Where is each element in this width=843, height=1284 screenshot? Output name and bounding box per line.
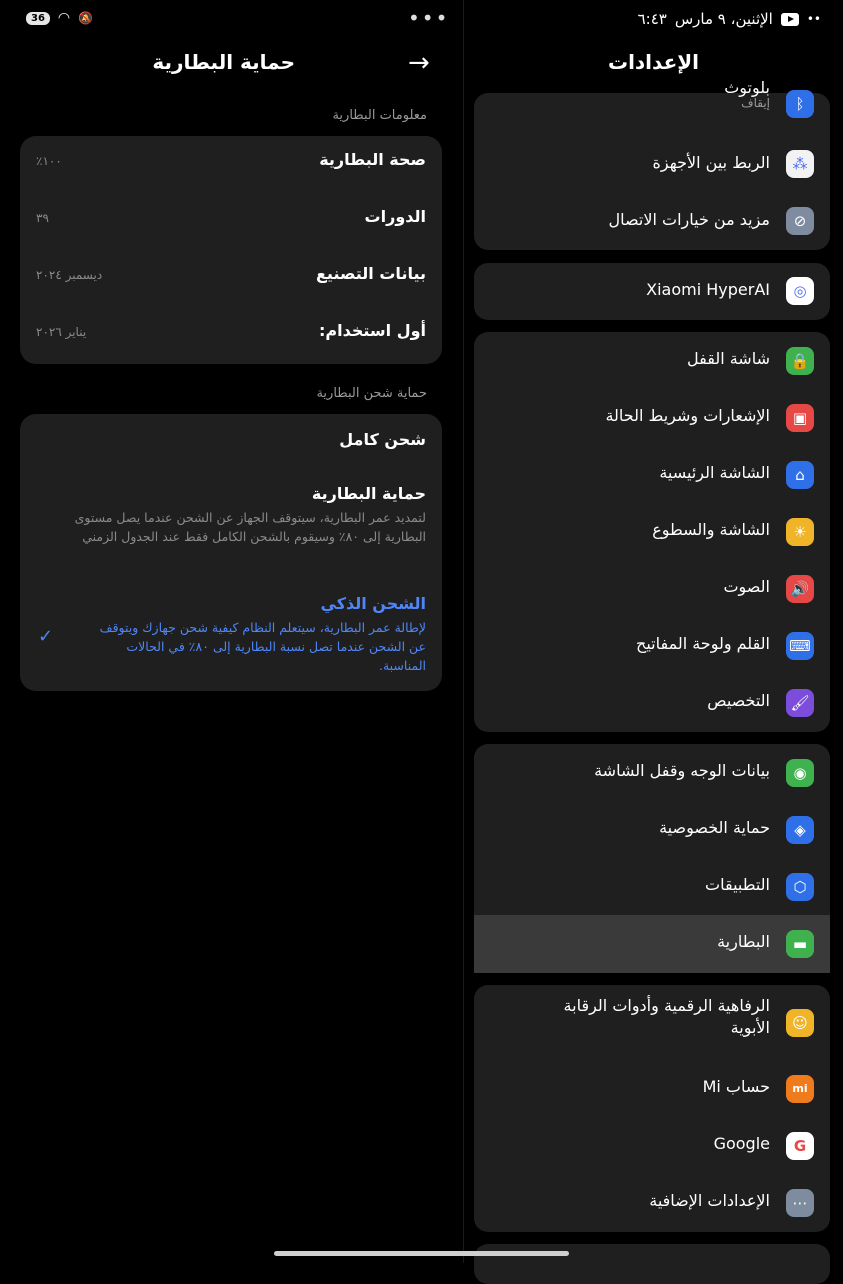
settings-item-brightness[interactable] — [474, 503, 830, 560]
mute-icon: 🔕 — [78, 11, 94, 25]
hyperai-icon: ◎ — [786, 277, 814, 305]
security-card — [474, 744, 830, 973]
info-value: ٣٩ — [36, 211, 49, 225]
page-title: حماية البطارية — [152, 50, 295, 74]
ai-card — [474, 263, 830, 320]
charge-protection-header: حماية شحن البطارية — [316, 386, 427, 401]
info-row-health — [20, 136, 442, 193]
settings-item-label: شاشة القفل — [687, 349, 770, 368]
settings-item-label: الربط بين الأجهزة — [652, 153, 770, 172]
settings-item-notification[interactable] — [474, 389, 830, 446]
settings-item-battery[interactable] — [474, 915, 830, 973]
home-icon: ⌂ — [786, 461, 814, 489]
settings-item-label: القلم ولوحة المفاتيح — [635, 634, 770, 653]
settings-item-label: الإشعارات وشريط الحالة — [605, 406, 770, 425]
accounts-card — [474, 985, 830, 1232]
settings-item-label: حماية الخصوصية — [659, 818, 770, 837]
option-title: الشحن الذكي — [320, 594, 426, 613]
brightness-icon: ☀ — [786, 518, 814, 546]
google-icon: G — [786, 1132, 814, 1160]
info-label: بيانات التصنيع — [316, 264, 426, 283]
settings-item-google[interactable] — [474, 1117, 830, 1174]
settings-item-privacy[interactable] — [474, 801, 830, 858]
brush-icon: 🖌 — [786, 689, 814, 717]
lock-icon: 🔒 — [786, 347, 814, 375]
connectivity-card — [474, 78, 830, 250]
display-card — [474, 332, 830, 732]
settings-item-wellbeing[interactable] — [474, 985, 830, 1060]
settings-item-apps[interactable] — [474, 858, 830, 915]
option-description: لتمديد عمر البطارية، سيتوقف الجهاز عن الشحن عندما يصل مستوى البطارية إلى ٨٠٪ وسيقوم بالشحن الكامل فقط عند الجدول الزمني — [74, 510, 426, 544]
settings-item-more-connectivity[interactable] — [474, 193, 830, 250]
apps-icon: ⬡ — [786, 873, 814, 901]
settings-item-lock[interactable] — [474, 332, 830, 389]
info-row-manufacture — [20, 250, 442, 307]
settings-item-sound[interactable] — [474, 560, 830, 617]
info-value: يناير ٢٠٢٦ — [36, 325, 87, 339]
mi-account-icon: mi — [786, 1075, 814, 1103]
link-icon: ⊘ — [786, 207, 814, 235]
info-label: صحة البطارية — [319, 150, 426, 169]
settings-item-more-settings[interactable] — [474, 1174, 830, 1232]
settings-item-label: Google — [713, 1134, 770, 1153]
settings-item-device-link[interactable] — [474, 136, 830, 193]
info-value: ١٠٠٪ — [36, 154, 62, 168]
settings-item-hyperai[interactable] — [474, 263, 830, 320]
wellbeing-icon: ☺ — [786, 1009, 814, 1037]
privacy-icon: ◈ — [786, 816, 814, 844]
checkmark-icon: ✓ — [38, 626, 54, 647]
option-smart-charging[interactable] — [20, 582, 442, 691]
info-label: الدورات — [364, 207, 426, 226]
settings-item-label: حساب Mi — [702, 1077, 770, 1096]
wifi-icon: ◠ — [57, 10, 71, 26]
settings-item-fingerprint[interactable] — [474, 744, 830, 801]
settings-item-home[interactable] — [474, 446, 830, 503]
settings-item-label: البطارية — [717, 932, 770, 951]
battery-info-header: معلومات البطارية — [332, 108, 427, 123]
option-description: لإطالة عمر البطارية، سيتعلم النظام كيفية شحن جهازك ويتوقف عن الشحن عندما تصل نسبة البطارية إلى ٨٠٪ في الحالات المناسبة. — [99, 620, 426, 673]
settings-item-label: الإعدادات الإضافية — [649, 1191, 770, 1210]
info-row-first-use — [20, 307, 442, 364]
settings-item-status: إيقاف — [741, 96, 770, 110]
settings-item-label: بلوتوث — [724, 78, 770, 97]
settings-item-label: الشاشة الرئيسية — [659, 463, 770, 482]
option-title: حماية البطارية — [311, 484, 426, 503]
settings-item-keyboard[interactable] — [474, 617, 830, 674]
settings-pane — [464, 0, 843, 1263]
charge-options-card — [20, 414, 442, 691]
settings-item-label: بيانات الوجه وقفل الشاشة — [594, 761, 770, 780]
settings-item-label: التطبيقات — [705, 875, 770, 894]
settings-item-bluetooth[interactable] — [474, 78, 830, 127]
status-icons-left — [26, 10, 93, 26]
settings-item-label: التخصيص — [707, 691, 770, 710]
fingerprint-icon: ◉ — [786, 759, 814, 787]
option-title: شحن كامل — [339, 430, 426, 449]
settings-item-label: الصوت — [723, 577, 770, 596]
info-value: ديسمبر ٢٠٢٤ — [36, 268, 103, 282]
next-card — [474, 1244, 830, 1284]
settings-item-mi-account[interactable] — [474, 1060, 830, 1117]
settings-item-label: الرفاهية الرقمية وأدوات الرقابة الأبوية — [563, 996, 770, 1037]
notification-icon: ▣ — [786, 404, 814, 432]
device-link-icon: ⁂ — [786, 150, 814, 178]
battery-icon: ▬ — [786, 930, 814, 958]
settings-item-label: مزيد من خيارات الاتصال — [608, 210, 770, 229]
sound-icon: 🔊 — [786, 575, 814, 603]
info-row-cycles — [20, 193, 442, 250]
back-arrow-icon[interactable]: → — [408, 48, 430, 78]
youtube-icon — [781, 13, 799, 26]
option-battery-protection[interactable] — [20, 472, 442, 582]
info-label: أول استخدام: — [318, 321, 426, 340]
battery-badge: 36 — [26, 12, 50, 25]
more-settings-icon: ⋯ — [786, 1189, 814, 1217]
status-time: ٦:٤٣ — [637, 10, 667, 28]
option-full-charge[interactable] — [20, 414, 442, 472]
status-bar-right — [638, 10, 821, 28]
battery-info-card — [20, 136, 442, 364]
keyboard-icon: ⌨ — [786, 632, 814, 660]
settings-item-brush[interactable] — [474, 674, 830, 732]
home-indicator[interactable] — [274, 1251, 569, 1256]
settings-item-label: الشاشة والسطوع — [652, 520, 770, 539]
status-date: الإثنين، ٩ مارس — [674, 10, 773, 28]
settings-item-label: Xiaomi HyperAI — [646, 280, 770, 299]
page-title: الإعدادات — [607, 50, 700, 74]
more-options-icon[interactable]: ••• — [408, 6, 450, 30]
notification-dots-icon: •• — [806, 12, 821, 26]
bluetooth-icon: ᛒ — [786, 90, 814, 118]
